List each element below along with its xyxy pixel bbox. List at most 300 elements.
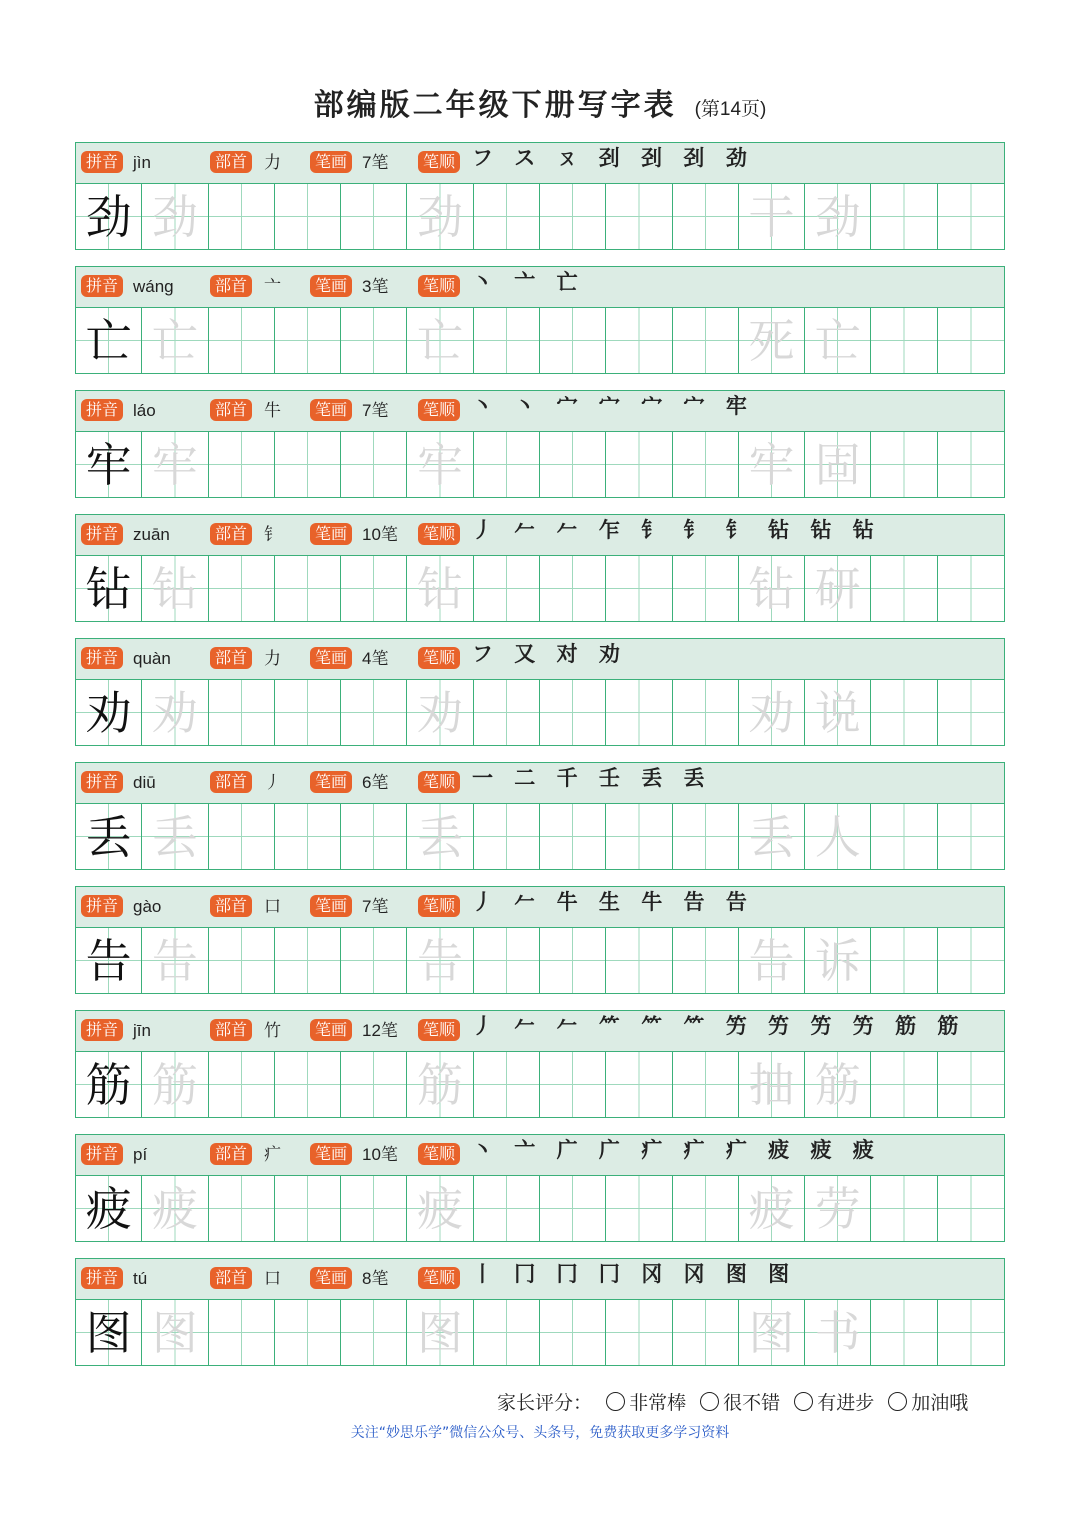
writing-grid <box>76 556 1004 621</box>
writing-cell[interactable] <box>606 184 672 249</box>
writing-cell[interactable] <box>407 308 473 373</box>
writing-cell[interactable] <box>474 680 540 745</box>
trace-character: 疲 <box>417 1181 464 1236</box>
stroke-order-tag: 笔顺 <box>418 275 460 297</box>
stroke-order-value: 丶 丶 宀 宀 宀 宀 牢 <box>472 393 754 418</box>
radical-tag: 部首 <box>210 399 252 421</box>
writing-cell[interactable] <box>938 804 1004 869</box>
writing-cell[interactable] <box>673 804 739 869</box>
writing-cell[interactable] <box>540 308 606 373</box>
word-trace-character: 研 <box>814 561 861 616</box>
writing-cell[interactable] <box>938 928 1004 993</box>
strokes-tag: 笔画 <box>310 275 352 297</box>
writing-cell[interactable] <box>540 184 606 249</box>
writing-cell[interactable] <box>540 1052 606 1117</box>
writing-cell[interactable] <box>606 556 672 621</box>
strokes-value: 8笔 <box>362 1269 389 1288</box>
writing-cell[interactable] <box>209 432 275 497</box>
writing-cell[interactable] <box>275 928 341 993</box>
rating-option-keep-going[interactable]: 加油哦 <box>888 1392 968 1414</box>
writing-cell[interactable] <box>805 1052 871 1117</box>
writing-cell[interactable] <box>540 1176 606 1241</box>
writing-cell[interactable] <box>76 308 142 373</box>
writing-cell[interactable] <box>275 1300 341 1365</box>
writing-cell[interactable] <box>142 432 208 497</box>
writing-cell[interactable] <box>142 1300 208 1365</box>
writing-cell[interactable] <box>673 680 739 745</box>
writing-cell[interactable] <box>209 804 275 869</box>
writing-cell[interactable] <box>407 804 473 869</box>
writing-cell[interactable] <box>739 804 805 869</box>
writing-cell[interactable] <box>341 1176 407 1241</box>
strokes-tag: 笔画 <box>310 1267 352 1289</box>
writing-cell[interactable] <box>474 1052 540 1117</box>
strokes-tag: 笔画 <box>310 1143 352 1165</box>
writing-cell[interactable] <box>673 432 739 497</box>
pinyin-value: láo <box>133 401 156 420</box>
model-character: 丢 <box>85 809 132 864</box>
pinyin-tag: 拼音 <box>81 1267 123 1289</box>
writing-cell[interactable] <box>739 1052 805 1117</box>
writing-cell[interactable] <box>209 1052 275 1117</box>
word-trace-character: 疲 <box>748 1181 795 1236</box>
word-trace-character: 说 <box>814 685 861 740</box>
stroke-order-value: 丨 冂 冂 冂 冈 冈 图 图 <box>472 1261 797 1286</box>
writing-cell[interactable] <box>673 928 739 993</box>
writing-cell[interactable] <box>474 804 540 869</box>
writing-cell[interactable] <box>142 928 208 993</box>
trace-character: 牢 <box>151 437 198 492</box>
radical-tag: 部首 <box>210 647 252 669</box>
writing-grid <box>76 1052 1004 1117</box>
pinyin-value: jīn <box>133 1021 151 1040</box>
strokes-tag: 笔画 <box>310 895 352 917</box>
radical-value: 丿 <box>264 773 281 792</box>
radio-circle-icon[interactable] <box>700 1392 719 1411</box>
word-trace-character: 抽 <box>748 1057 795 1112</box>
trace-character: 告 <box>151 933 198 988</box>
rating-option-excellent[interactable]: 非常棒 <box>606 1392 686 1414</box>
stroke-order-value: 丶 亠 亡 <box>472 269 585 294</box>
writing-cell[interactable] <box>407 432 473 497</box>
writing-cell[interactable] <box>341 308 407 373</box>
footer-note: 关注“妙思乐学”微信公众号、头条号，免费获取更多学习资料 <box>350 1425 730 1441</box>
character-block <box>75 638 1005 746</box>
word-trace-character: 牢 <box>748 437 795 492</box>
writing-cell[interactable] <box>673 1300 739 1365</box>
writing-cell[interactable] <box>938 432 1004 497</box>
writing-cell[interactable] <box>275 804 341 869</box>
parent-rating <box>497 1388 968 1415</box>
radical-value: 竹 <box>264 1021 281 1040</box>
rating-option-improving[interactable]: 有进步 <box>794 1392 874 1414</box>
writing-cell[interactable] <box>805 680 871 745</box>
word-trace-character: 告 <box>748 933 795 988</box>
writing-cell[interactable] <box>938 556 1004 621</box>
writing-cell[interactable] <box>739 928 805 993</box>
writing-cell[interactable] <box>275 556 341 621</box>
writing-cell[interactable] <box>474 1300 540 1365</box>
stroke-order-value: フ ス ㄡ 刭 刭 刭 劲 <box>472 145 754 170</box>
word-trace-character: 死 <box>748 313 795 368</box>
writing-cell[interactable] <box>142 1176 208 1241</box>
radio-circle-icon[interactable] <box>606 1392 625 1411</box>
writing-cell[interactable] <box>76 432 142 497</box>
character-block <box>75 266 1005 374</box>
stroke-order-tag: 笔顺 <box>418 399 460 421</box>
writing-cell[interactable] <box>407 1300 473 1365</box>
trace-character: 丢 <box>417 809 464 864</box>
word-trace-character: 书 <box>814 1305 861 1360</box>
strokes-value: 4笔 <box>362 649 389 668</box>
pinyin-tag: 拼音 <box>81 1019 123 1041</box>
writing-cell[interactable] <box>540 804 606 869</box>
strokes-tag: 笔画 <box>310 523 352 545</box>
rating-label: 家长评分： <box>497 1392 593 1414</box>
radical-value: 钅 <box>264 525 281 544</box>
pinyin-value: pí <box>133 1145 148 1164</box>
trace-character: 疲 <box>151 1181 198 1236</box>
strokes-value: 12笔 <box>362 1021 398 1040</box>
writing-cell[interactable] <box>474 928 540 993</box>
writing-grid <box>76 804 1004 869</box>
writing-cell[interactable] <box>938 184 1004 249</box>
writing-cell[interactable] <box>739 1300 805 1365</box>
word-trace-character: 图 <box>748 1305 795 1360</box>
strokes-tag: 笔画 <box>310 647 352 669</box>
stroke-order-value: フ 又 对 劝 <box>472 641 627 666</box>
writing-cell[interactable] <box>209 556 275 621</box>
writing-cell[interactable] <box>341 680 407 745</box>
character-block <box>75 1134 1005 1242</box>
writing-grid <box>76 928 1004 993</box>
trace-character: 图 <box>417 1305 464 1360</box>
radical-tag: 部首 <box>210 523 252 545</box>
trace-character: 亡 <box>417 313 464 368</box>
writing-cell[interactable] <box>805 308 871 373</box>
writing-cell[interactable] <box>805 1176 871 1241</box>
pinyin-value: zuān <box>133 525 170 544</box>
writing-cell[interactable] <box>938 1176 1004 1241</box>
writing-cell[interactable] <box>209 928 275 993</box>
model-character: 劝 <box>85 685 132 740</box>
writing-cell[interactable] <box>739 308 805 373</box>
character-block <box>75 1010 1005 1118</box>
strokes-tag: 笔画 <box>310 151 352 173</box>
strokes-value: 7笔 <box>362 401 389 420</box>
strokes-value: 3笔 <box>362 277 389 296</box>
pinyin-tag: 拼音 <box>81 151 123 173</box>
writing-cell[interactable] <box>739 556 805 621</box>
trace-character: 亡 <box>151 313 198 368</box>
pinyin-tag: 拼音 <box>81 399 123 421</box>
trace-character: 告 <box>417 933 464 988</box>
writing-cell[interactable] <box>871 308 937 373</box>
writing-cell[interactable] <box>673 1052 739 1117</box>
character-block <box>75 514 1005 622</box>
pinyin-value: jìn <box>133 153 151 172</box>
writing-cell[interactable] <box>474 184 540 249</box>
writing-cell[interactable] <box>739 184 805 249</box>
writing-cell[interactable] <box>739 432 805 497</box>
stroke-order-tag: 笔顺 <box>418 771 460 793</box>
writing-cell[interactable] <box>871 804 937 869</box>
word-trace-character: 固 <box>814 437 861 492</box>
trace-character: 筋 <box>417 1057 464 1112</box>
writing-cell[interactable] <box>76 804 142 869</box>
character-block <box>75 886 1005 994</box>
writing-cell[interactable] <box>341 1300 407 1365</box>
writing-cell[interactable] <box>871 1176 937 1241</box>
writing-cell[interactable] <box>76 184 142 249</box>
trace-character: 劝 <box>151 685 198 740</box>
writing-cell[interactable] <box>209 1176 275 1241</box>
trace-character: 钻 <box>417 561 464 616</box>
writing-cell[interactable] <box>606 680 672 745</box>
writing-cell[interactable] <box>540 432 606 497</box>
writing-cell[interactable] <box>142 1052 208 1117</box>
writing-cell[interactable] <box>407 680 473 745</box>
model-character: 牢 <box>85 437 132 492</box>
writing-cell[interactable] <box>407 556 473 621</box>
page-title-area <box>0 80 1080 124</box>
writing-cell[interactable] <box>673 556 739 621</box>
pinyin-tag: 拼音 <box>81 523 123 545</box>
character-info-header <box>76 639 1004 680</box>
writing-cell[interactable] <box>673 1176 739 1241</box>
character-info-header <box>76 763 1004 804</box>
trace-character: 丢 <box>151 809 198 864</box>
model-character: 亡 <box>85 313 132 368</box>
word-trace-character: 钻 <box>748 561 795 616</box>
pinyin-tag: 拼音 <box>81 647 123 669</box>
writing-cell[interactable] <box>209 1300 275 1365</box>
radical-tag: 部首 <box>210 1267 252 1289</box>
writing-grid <box>76 308 1004 373</box>
writing-cell[interactable] <box>739 1176 805 1241</box>
radical-value: 力 <box>264 153 281 172</box>
writing-cell[interactable] <box>606 1176 672 1241</box>
stroke-order-tag: 笔顺 <box>418 1019 460 1041</box>
writing-cell[interactable] <box>142 308 208 373</box>
pinyin-value: wáng <box>133 277 174 296</box>
page-number: (第14页) <box>694 99 767 120</box>
stroke-order-value: 丿 𠂉 𠂉 乍 钅 钅 钅 钻 钻 钻 <box>472 517 881 542</box>
pinyin-value: tú <box>133 1269 148 1288</box>
page-title: 部编版二年级下册写字表 <box>313 88 677 123</box>
writing-cell[interactable] <box>871 432 937 497</box>
writing-cell[interactable] <box>606 1052 672 1117</box>
writing-cell[interactable] <box>871 556 937 621</box>
writing-cell[interactable] <box>275 432 341 497</box>
writing-cell[interactable] <box>540 680 606 745</box>
writing-cell[interactable] <box>209 680 275 745</box>
writing-cell[interactable] <box>606 1300 672 1365</box>
radio-circle-icon[interactable] <box>888 1392 907 1411</box>
writing-cell[interactable] <box>938 1052 1004 1117</box>
writing-cell[interactable] <box>871 1300 937 1365</box>
writing-cell[interactable] <box>606 928 672 993</box>
writing-cell[interactable] <box>474 432 540 497</box>
strokes-value: 10笔 <box>362 525 398 544</box>
writing-cell[interactable] <box>341 928 407 993</box>
model-character: 筋 <box>85 1057 132 1112</box>
writing-cell[interactable] <box>275 1176 341 1241</box>
writing-cell[interactable] <box>76 1052 142 1117</box>
trace-character: 劲 <box>151 189 198 244</box>
stroke-order-value: 丿 𠂉 牛 生 牛 告 告 <box>472 889 754 914</box>
model-character: 告 <box>85 933 132 988</box>
writing-cell[interactable] <box>275 1052 341 1117</box>
trace-character: 筋 <box>151 1057 198 1112</box>
radical-tag: 部首 <box>210 151 252 173</box>
radical-tag: 部首 <box>210 895 252 917</box>
character-block <box>75 142 1005 250</box>
writing-cell[interactable] <box>540 1300 606 1365</box>
writing-cell[interactable] <box>209 308 275 373</box>
writing-cell[interactable] <box>474 308 540 373</box>
stroke-order-tag: 笔顺 <box>418 1267 460 1289</box>
writing-cell[interactable] <box>938 680 1004 745</box>
writing-cell[interactable] <box>341 556 407 621</box>
writing-cell[interactable] <box>805 804 871 869</box>
writing-cell[interactable] <box>474 1176 540 1241</box>
writing-grid <box>76 1176 1004 1241</box>
rating-option-good[interactable]: 很不错 <box>700 1392 780 1414</box>
stroke-order-tag: 笔顺 <box>418 895 460 917</box>
writing-cell[interactable] <box>540 928 606 993</box>
character-info-header <box>76 1259 1004 1300</box>
model-character: 劲 <box>85 189 132 244</box>
character-info-header <box>76 515 1004 556</box>
strokes-value: 7笔 <box>362 153 389 172</box>
writing-cell[interactable] <box>341 432 407 497</box>
writing-cell[interactable] <box>142 680 208 745</box>
strokes-tag: 笔画 <box>310 399 352 421</box>
writing-cell[interactable] <box>871 1052 937 1117</box>
writing-cell[interactable] <box>275 308 341 373</box>
writing-cell[interactable] <box>407 1176 473 1241</box>
trace-character: 劲 <box>417 189 464 244</box>
word-trace-character: 亡 <box>814 313 861 368</box>
writing-cell[interactable] <box>606 432 672 497</box>
radical-value: 疒 <box>264 1145 281 1164</box>
character-info-header <box>76 391 1004 432</box>
strokes-value: 6笔 <box>362 773 389 792</box>
writing-cell[interactable] <box>938 1300 1004 1365</box>
word-trace-character: 人 <box>814 809 861 864</box>
model-character: 图 <box>85 1305 132 1360</box>
character-info-header <box>76 1011 1004 1052</box>
stroke-order-value: 一 二 千 壬 丢 丢 <box>472 765 712 790</box>
model-character: 钻 <box>85 561 132 616</box>
character-block <box>75 390 1005 498</box>
radical-tag: 部首 <box>210 1143 252 1165</box>
writing-cell[interactable] <box>209 184 275 249</box>
writing-cell[interactable] <box>673 308 739 373</box>
writing-cell[interactable] <box>76 1300 142 1365</box>
pinyin-value: gào <box>133 897 162 916</box>
writing-cell[interactable] <box>871 680 937 745</box>
word-trace-character: 劲 <box>814 189 861 244</box>
character-block <box>75 1258 1005 1366</box>
writing-cell[interactable] <box>805 928 871 993</box>
writing-cell[interactable] <box>606 308 672 373</box>
writing-cell[interactable] <box>142 556 208 621</box>
trace-character: 图 <box>151 1305 198 1360</box>
writing-cell[interactable] <box>341 804 407 869</box>
radical-tag: 部首 <box>210 275 252 297</box>
word-trace-character: 劳 <box>814 1181 861 1236</box>
stroke-order-tag: 笔顺 <box>418 523 460 545</box>
strokes-tag: 笔画 <box>310 771 352 793</box>
stroke-order-value: 丿 𠂉 𠂉 ⺮ ⺮ ⺮ 竻 竻 竻 竻 筋 筋 <box>472 1013 966 1038</box>
trace-character: 劝 <box>417 685 464 740</box>
writing-cell[interactable] <box>407 1052 473 1117</box>
writing-cell[interactable] <box>76 928 142 993</box>
writing-cell[interactable] <box>938 308 1004 373</box>
writing-cell[interactable] <box>142 184 208 249</box>
writing-cell[interactable] <box>474 556 540 621</box>
pinyin-tag: 拼音 <box>81 275 123 297</box>
writing-cell[interactable] <box>76 680 142 745</box>
writing-cell[interactable] <box>871 184 937 249</box>
strokes-tag: 笔画 <box>310 1019 352 1041</box>
word-trace-character: 干 <box>748 189 795 244</box>
writing-cell[interactable] <box>805 556 871 621</box>
writing-cell[interactable] <box>805 1300 871 1365</box>
writing-grid <box>76 1300 1004 1365</box>
strokes-value: 7笔 <box>362 897 389 916</box>
writing-cell[interactable] <box>76 556 142 621</box>
pinyin-tag: 拼音 <box>81 771 123 793</box>
stroke-order-tag: 笔顺 <box>418 1143 460 1165</box>
strokes-value: 10笔 <box>362 1145 398 1164</box>
character-info-header <box>76 887 1004 928</box>
writing-cell[interactable] <box>540 556 606 621</box>
pinyin-tag: 拼音 <box>81 1143 123 1165</box>
writing-cell[interactable] <box>407 184 473 249</box>
character-block <box>75 762 1005 870</box>
writing-cell[interactable] <box>341 184 407 249</box>
stroke-order-tag: 笔顺 <box>418 151 460 173</box>
writing-cell[interactable] <box>805 184 871 249</box>
radical-value: 力 <box>264 649 281 668</box>
pinyin-value: diū <box>133 773 156 792</box>
pinyin-value: quàn <box>133 649 171 668</box>
writing-cell[interactable] <box>871 928 937 993</box>
writing-cell[interactable] <box>142 804 208 869</box>
writing-cell[interactable] <box>341 1052 407 1117</box>
radio-circle-icon[interactable] <box>794 1392 813 1411</box>
writing-cell[interactable] <box>275 680 341 745</box>
pinyin-tag: 拼音 <box>81 895 123 917</box>
writing-cell[interactable] <box>275 184 341 249</box>
writing-cell[interactable] <box>739 680 805 745</box>
writing-cell[interactable] <box>673 184 739 249</box>
writing-grid <box>76 432 1004 497</box>
stroke-order-value: 丶 亠 广 广 疒 疒 疒 疲 疲 疲 <box>472 1137 881 1162</box>
word-trace-character: 筋 <box>814 1057 861 1112</box>
writing-grid <box>76 184 1004 249</box>
writing-cell[interactable] <box>805 432 871 497</box>
stroke-order-tag: 笔顺 <box>418 647 460 669</box>
writing-cell[interactable] <box>76 1176 142 1241</box>
model-character: 疲 <box>85 1181 132 1236</box>
radical-tag: 部首 <box>210 771 252 793</box>
writing-cell[interactable] <box>407 928 473 993</box>
writing-cell[interactable] <box>606 804 672 869</box>
